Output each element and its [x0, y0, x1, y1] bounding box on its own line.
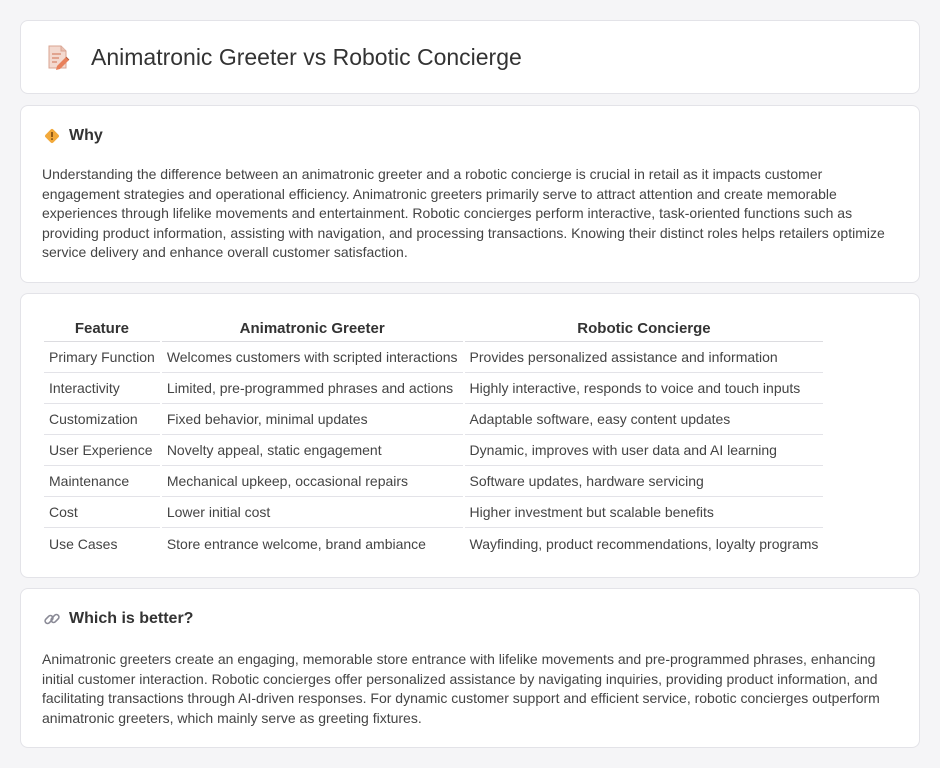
- why-section: [20, 105, 920, 283]
- concierge-cell: Provides personalized assistance and information: [465, 342, 824, 373]
- concierge-cell: Adaptable software, easy content updates: [465, 404, 824, 435]
- column-header: Feature: [44, 316, 160, 342]
- table-row: [44, 342, 823, 373]
- comparison-section: [20, 293, 920, 578]
- concierge-cell: Higher investment but scalable benefits: [465, 497, 824, 528]
- feature-cell: Interactivity: [44, 373, 160, 404]
- concierge-cell: Dynamic, improves with user data and AI learning: [465, 435, 824, 466]
- column-header: Animatronic Greeter: [162, 316, 463, 342]
- greeter-cell: Limited, pre-programmed phrases and actions: [162, 373, 463, 404]
- greeter-cell: Welcomes customers with scripted interactions: [162, 342, 463, 373]
- title-row: [45, 43, 522, 71]
- better-title: Which is better?: [69, 610, 194, 627]
- greeter-cell: Novelty appeal, static engagement: [162, 435, 463, 466]
- document-edit-icon: [45, 43, 71, 71]
- feature-cell: Primary Function: [44, 342, 160, 373]
- concierge-cell: Wayfinding, product recommendations, loyalty programs: [469, 535, 819, 552]
- table-row: [44, 466, 823, 497]
- feature-cell: User Experience: [44, 435, 160, 466]
- link-icon: [43, 610, 61, 628]
- page-title: Animatronic Greeter vs Robotic Concierge: [91, 43, 522, 70]
- table-row: [44, 435, 823, 466]
- concierge-cell: Software updates, hardware servicing: [465, 466, 824, 497]
- better-heading: [43, 610, 193, 628]
- greeter-cell: Fixed behavior, minimal updates: [162, 404, 463, 435]
- better-text: Animatronic greeters create an engaging, memorable store entrance with lifelike movements and pre-programmed phrases, enhancing initial customer interaction. Robotic concierges offer personalized assistance by navigating inquiries, providing product information, and facilitating transactions through AI-driven responses. For dynamic customer support and efficient service, robotic concierges outperform animatronic greeters, which mainly serve as greeting fixtures.: [42, 651, 880, 726]
- feature-cell: Cost: [44, 497, 160, 528]
- column-header: Robotic Concierge: [465, 316, 824, 342]
- greeter-cell: Mechanical upkeep, occasional repairs: [162, 466, 463, 497]
- greeter-cell: Store entrance welcome, brand ambiance: [166, 535, 426, 552]
- diamond-warning-icon: [43, 127, 61, 145]
- header-card: [20, 20, 920, 94]
- greeter-cell: Lower initial cost: [162, 497, 463, 528]
- table-row: [44, 497, 823, 528]
- which-better-section: [20, 588, 920, 748]
- table-row: [44, 528, 823, 559]
- concierge-cell: Highly interactive, responds to voice and touch inputs: [465, 373, 824, 404]
- why-text: Understanding the difference between an animatronic greeter and a robotic concierge is crucial in retail as it impacts customer engagement strategies and operational efficiency. Animatronic greeters primarily serve to attract attention and create memorable experiences through lifelike movements and entertainment. Robotic concierges perform interactive, task-oriented functions such as providing product information, assisting with navigation, and processing transactions. Knowing their distinct roles helps retailers optimize service delivery and enhance overall customer satisfaction.: [42, 166, 885, 261]
- table-row: [44, 404, 823, 435]
- table-row: [44, 373, 823, 404]
- feature-cell: Customization: [44, 404, 160, 435]
- feature-cell: Use Cases: [49, 535, 118, 552]
- table-header-row: [44, 316, 823, 342]
- why-title: Why: [69, 127, 103, 144]
- feature-cell: Maintenance: [44, 466, 160, 497]
- why-heading: [43, 127, 103, 145]
- comparison-table: [42, 316, 825, 559]
